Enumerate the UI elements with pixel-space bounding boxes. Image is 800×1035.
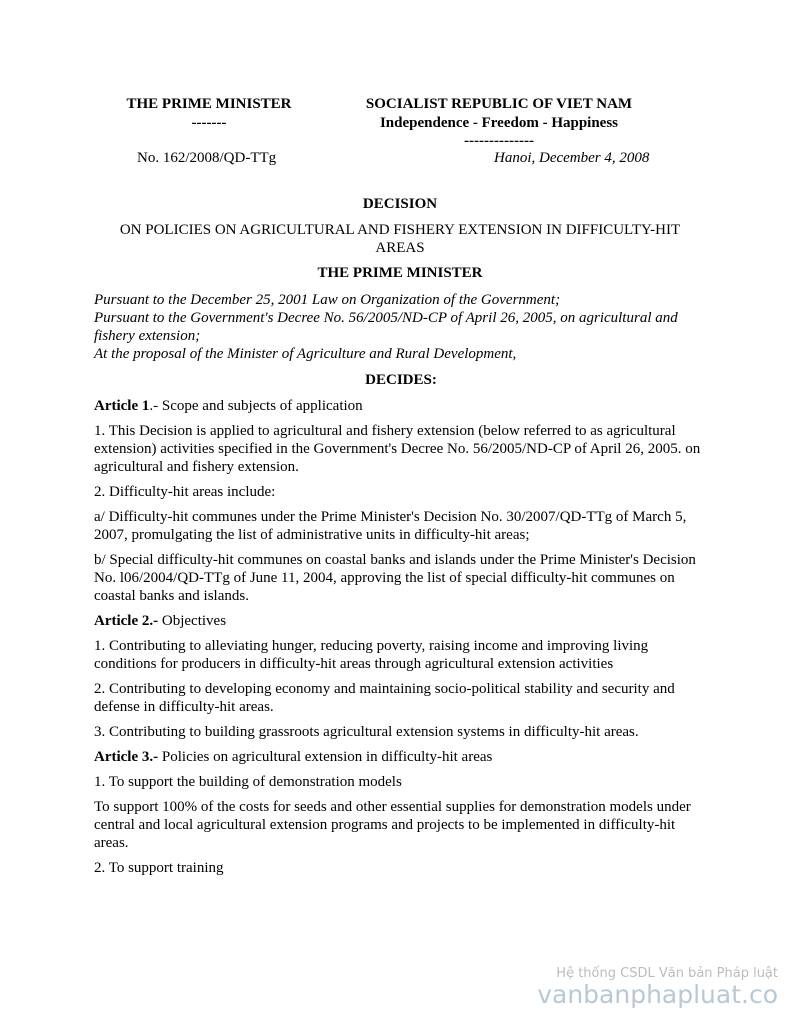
paragraph: 2. Difficulty-hit areas include: [94, 484, 276, 500]
paragraph: 3. Contributing to building grassroots agricultural extension systems in difficulty-hit areas. [94, 724, 639, 740]
document-subject-line-2: AREAS [375, 240, 425, 256]
article-title: Objectives [158, 613, 227, 629]
paragraph: To support 100% of the costs for seeds and other essential supplies for demonstration models under central and local agricultural extension programs and projects to be implemented in difficulty-hit areas. [94, 799, 691, 851]
paragraph: 1. This Decision is applied to agricultural and fishery extension (below referred to as agricultural extension) activities specified in the Government's Decree No. 56/2005/ND-CP of April 26, 2005. on agricultural and fishery extension. [94, 423, 701, 475]
country-title: SOCIALIST REPUBLIC OF VIET NAM [365, 96, 633, 112]
national-motto: Independence - Freedom - Happiness [379, 115, 619, 131]
document-subject-line-1: ON POLICIES ON AGRICULTURAL AND FISHERY EXTENSION IN DIFFICULTY-HIT [119, 222, 681, 238]
paragraph: 1. Contributing to alleviating hunger, reducing poverty, raising income and improving living conditions for producers in difficulty-hit areas through agricultural extension activities [94, 638, 649, 672]
article-2-heading [94, 612, 708, 630]
motto-rule: -------------- [464, 133, 534, 149]
document-number: No. 162/2008/QD-TTg [137, 150, 277, 166]
paragraph: b/ Special difficulty-hit communes on coastal banks and islands under the Prime Minister's Decision No. l06/2004/QD-TTg of June 11, 2004, approving the list of special difficulty-hit communes on coastal banks and islands. [94, 552, 696, 604]
article-label: Article 2.- [94, 613, 159, 629]
paragraph: a/ Difficulty-hit communes under the Prime Minister's Decision No. 30/2007/QD-TTg of March 5, 2007, promulgating the list of administrative units in difficulty-hit areas; [94, 509, 687, 543]
article-title: Policies on agricultural extension in difficulty-hit areas [158, 749, 493, 765]
document-body [94, 291, 708, 884]
preamble-line: Pursuant to the December 25, 2001 Law on Organization of the Government; [94, 292, 561, 308]
issuer-rule: ------- [191, 115, 227, 131]
paragraph: 2. Contributing to developing economy and maintaining socio-political stability and security and defense in difficulty-hit areas. [94, 681, 675, 715]
watermark-site: vanbanphapluat.co [537, 980, 778, 1009]
paragraph: 1. To support the building of demonstration models [94, 774, 402, 790]
article-label: Article 3.- [94, 749, 159, 765]
article-3-heading [94, 748, 708, 766]
issuer-title: THE PRIME MINISTER [126, 96, 292, 112]
preamble-line: At the proposal of the Minister of Agriculture and Rural Development, [94, 346, 517, 362]
article-label: Article 1 [94, 398, 150, 414]
document-type-heading: DECISION [362, 196, 438, 212]
issuing-authority-heading: THE PRIME MINISTER [317, 265, 483, 281]
decides-heading: DECIDES: [365, 372, 437, 388]
paragraph: 2. To support training [94, 860, 224, 876]
preamble-line: Pursuant to the Government's Decree No. 56/2005/ND-CP of April 26, 2005, on agricultural and fishery extension; [94, 310, 678, 344]
place-and-date: Hanoi, December 4, 2008 [494, 150, 650, 166]
watermark-caption: Hệ thống CSDL Văn bản Pháp luật [556, 966, 778, 981]
article-title: .- Scope and subjects of application [149, 398, 363, 414]
article-1-heading [94, 397, 708, 415]
